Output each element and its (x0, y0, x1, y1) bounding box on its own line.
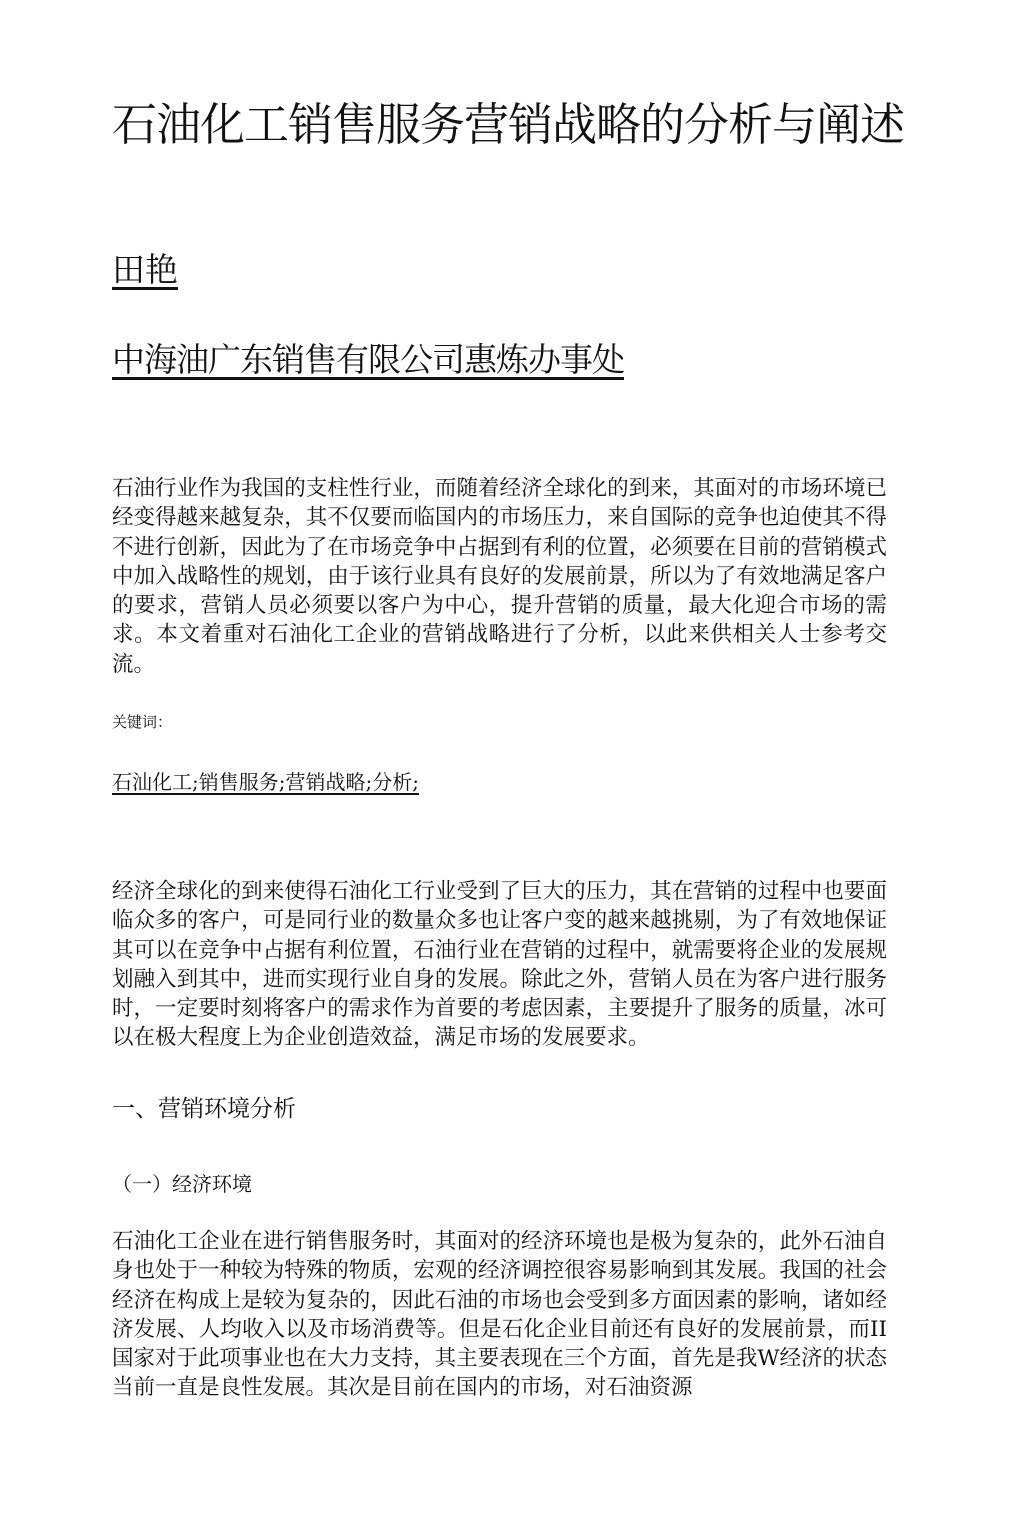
section-heading: 一、营销环境分析 (112, 1096, 296, 1122)
subsection-heading: （一）经济环境 (112, 1172, 252, 1196)
intro-paragraph: 经济全球化的到来使得石油化工行业受到了巨大的压力，其在营销的过程中也要面临众多的客户，可是同行业的数量众多也让客户变的越来越挑剔，为了有效地保证其可以在竞争中占据有利位置，石油行业在营销的过程中，就需要将企业的发展规划融入到其中，进而实现行业自身的发展。除此之外，营销人员在为客户进行服务时，一定要时刻将客户的需求作为首要的考虑因素，主要提升了服务的质量，冰可以在极大程度上为企业创造效益，满足市场的发展要求。 (112, 879, 887, 1051)
keywords-label: 关键词： (112, 713, 173, 731)
author-name: 田艳 (112, 250, 178, 289)
abstract-paragraph: 石油行业作为我国的支柱性行业，而随着经济全球化的到来，其面对的市场环境已经变得越来越复杂，其不仅要而临国内的市场压力，来自国际的竞争也迫使其不得不进行创新，因此为了在市场竞争中占据到有利的位置，必须要在目前的营销模式中加入战略性的规划，由于该行业具有良好的发展前景，所以为了有效地满足客户的要求，营销人员必须要以客户为中心，提升营销的质量，最大化迎合市场的需求。本文着重对石油化工企业的营销战略进行了分析，以此来供相关人士参考交流。 (112, 476, 887, 677)
economic-environment-paragraph: 石油化工企业在进行销售服务时，其面对的经济环境也是极为复杂的，此外石油自身也处于一种较为特殊的物质，宏观的经济调控很容易影响到其发展。我国的社会经济在构成上是较为复杂的，因此石油的市场也会受到多方面因素的影响，诸如经济发展、人均收入以及市场消费等。但是石化企业目前还有良好的发展前景，而II国家对于此项事业也在大力支持，其主要表现在三个方面，首先是我W经济的状态当前一直是良性发展。其次是目前在国内的市场，对石油资源 (112, 1229, 887, 1401)
author-affiliation: 中海油广东销售有限公司惠炼办事处 (112, 340, 624, 379)
keywords-list: 石汕化工;销售服务;营销战略;分析; (112, 770, 419, 794)
article-title: 石油化工销售服务营销战略的分析与阐述 (112, 98, 905, 151)
